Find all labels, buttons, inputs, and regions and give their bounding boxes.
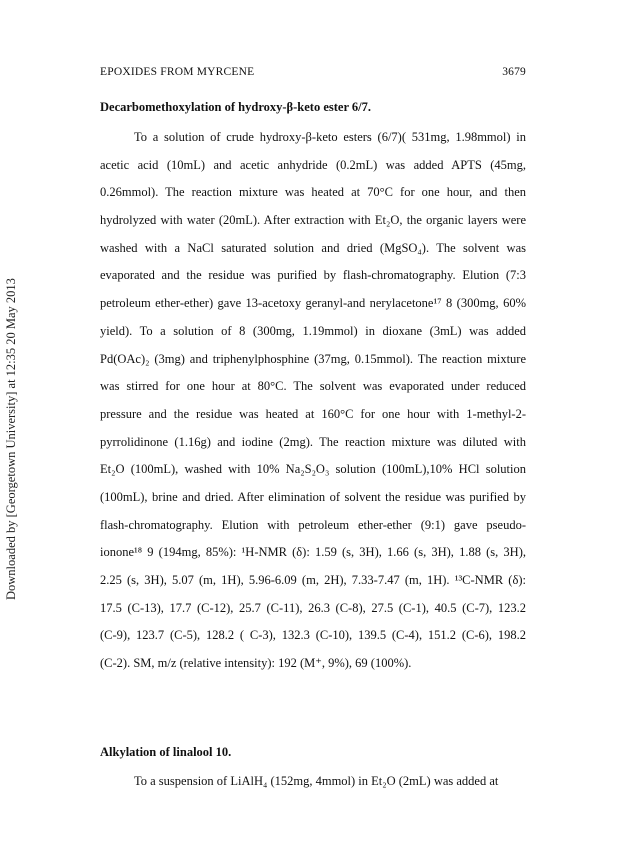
section-heading-alkylation: Alkylation of linalool 10. xyxy=(100,745,232,759)
paragraph-line: acetic acid (10mL) and acetic anhydride (0.2mL) was added APTS (45mg, xyxy=(100,157,526,172)
running-head-title: EPOXIDES FROM MYRCENE xyxy=(100,66,255,78)
page-number: 3679 xyxy=(502,66,526,78)
paragraph-line: Et₂O (100mL), washed with 10% Na₂S₂O₃ solution (100mL),10% HCl solution xyxy=(100,462,526,477)
paragraph-line: Pd(OAc)₂ (3mg) and triphenylphosphine (37mg, 0.15mmol). The reaction mixture xyxy=(100,351,526,366)
paragraph-line: was stirred for one hour at 80°C. The solvent was evaporated under reduced xyxy=(100,379,526,394)
section2-paragraph xyxy=(100,768,526,796)
paragraph-line: 17.5 (C-13), 17.7 (C-12), 25.7 (C-11), 26.3 (C-8), 27.5 (C-1), 40.5 (C-7), 123.2 xyxy=(100,600,526,615)
paragraph-line: flash-chromatography. Elution with petroleum ether-ether (9:1) gave pseudo- xyxy=(100,517,526,532)
paragraph-line: To a solution of crude hydroxy-β-keto esters (6/7)( 531mg, 1.98mmol) in xyxy=(134,130,526,144)
paragraph-line: To a suspension of LiAlH₄ (152mg, 4mmol) in Et₂O (2mL) was added at xyxy=(134,774,499,788)
paragraph-line: evaporated and the residue was purified by flash-chromatography. Elution (7:3 xyxy=(100,268,526,283)
running-head xyxy=(100,66,526,78)
paragraph-line: 2.25 (s, 3H), 5.07 (m, 1H), 5.96-6.09 (m, 2H), 7.33-7.47 (m, 1H). ¹³C-NMR (δ): xyxy=(100,573,526,587)
paragraph-line: washed with a NaCl saturated solution and dried (MgSO₄). The solvent was xyxy=(100,240,526,255)
paragraph-line: petroleum ether-ether) gave 13-acetoxy geranyl-and nerylacetone¹⁷ 8 (300mg, 60% xyxy=(100,296,526,311)
section-heading-decarbomethoxylation: Decarbomethoxylation of hydroxy-β-keto ester 6/7. xyxy=(100,100,372,114)
paragraph-line: hydrolyzed with water (20mL). After extraction with Et₂O, the organic layers were xyxy=(100,213,526,228)
paragraph-line: (100mL), brine and dried. After elimination of solvent the residue was purified by xyxy=(100,489,526,504)
paragraph-line: (C-2). SM, m/z (relative intensity): 192 (M⁺, 9%), 69 (100%). xyxy=(100,656,412,671)
paragraph-line: pressure and the residue was heated at 160°C for one hour with 1-methyl-2- xyxy=(100,406,526,421)
download-watermark: Downloaded by [Georgetown University] at 12:35 20 May 2013 xyxy=(4,278,18,600)
section1-paragraph xyxy=(100,124,526,678)
paragraph-line: ionone¹⁸ 9 (194mg, 85%): ¹H-NMR (δ): 1.59 (s, 3H), 1.66 (s, 3H), 1.88 (s, 3H), xyxy=(100,545,526,560)
paragraph-line: (C-9), 123.7 (C-5), 128.2 ( C-3), 132.3 (C-10), 139.5 (C-4), 151.2 (C-6), 198.2 xyxy=(100,628,526,643)
paragraph-line: 0.26mmol). The reaction mixture was heated at 70°C for one hour, and then xyxy=(100,185,526,200)
paragraph-line: yield). To a solution of 8 (300mg, 1.19mmol) in dioxane (3mL) was added xyxy=(100,323,526,338)
paragraph-line: pyrrolidinone (1.16g) and iodine (2mg). The reaction mixture was diluted with xyxy=(100,434,526,449)
